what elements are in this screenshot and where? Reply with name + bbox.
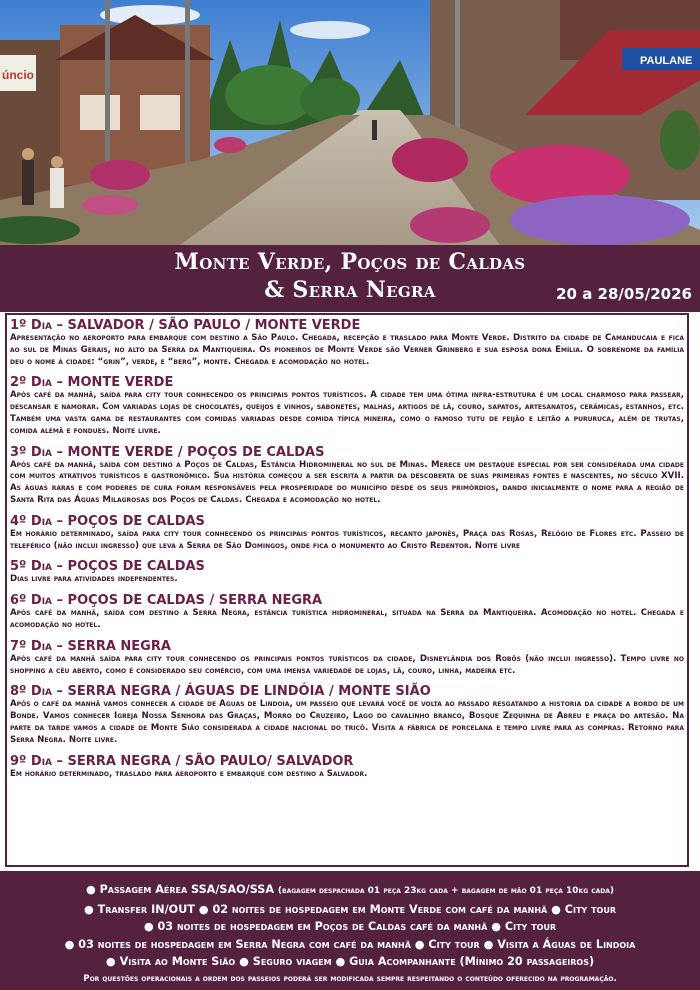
day-9-title: 9º Dia – SERRA NEGRA / SÃO PAULO/ SALVADOR: [10, 753, 354, 769]
day-9-text: Em horário determinado, traslado para aeroporto e embarque com destino a Salvador.: [10, 768, 368, 779]
day-2: [10, 375, 684, 437]
day-1-text: Apresentação no aeroporto para embarque com destino a São Paulo. Chegada, recepção e traslado para Monte Verde. Distrito da cidade de Camanducaia e fica ao sul de Minas Gerais, no alto da Serra da Mantiqueira. Os pioneiros de Monte Verde são Verner Grinberg e sua esposa dona Emília. O sobrenome da família deu o nome à cidade: “grin”, verde, e “berg”, monte. Chegada e acomodação no hotel.: [10, 333, 684, 367]
includes-line-1: [0, 881, 700, 901]
day-8-title: 8º Dia – SERRA NEGRA / ÁGUAS DE LINDÓIA / MONTE SIÃO: [10, 684, 431, 700]
day-1: [10, 318, 684, 368]
page-title-line1: Monte Verde, Poços de Caldas: [174, 249, 526, 275]
day-7-text: Após café da manhã saída para city tour conhecendo os principais pontos turísticos da cidade, Disneylândia dos Robôs (não inclui ingresso). Tempo livre no shopping a céu aberto, como é considerado seu comércio, com uma imensa variedade de lojas, lã, couro, linha, madeira etc.: [10, 653, 684, 676]
day-3: [10, 445, 684, 507]
day-9: [10, 754, 684, 781]
day-4-text: Em horário determinado, saída para city tour conhecendo os principais pontos turísticos, recanto japonês, Praça das Rosas, Relógio de Flores etc. Passeio de teleférico (não inclui ingresso) que leva a Serra de São Domingos, onde fica o monumento ao Cristo Redentor. Noite livre: [10, 528, 684, 551]
day-7: [10, 639, 684, 678]
day-3-text: Após café da manhã, saída com destino a Poços de Caldas, Estância Hidromineral no sul de Minas. Merece um destaque especial por ser considerada uma cidade com muitos atrativos turísticos e gastronômico. Sua história começou a ser escrita a partir da descoberta de suas primeiras fontes e nascentes, no século XVII. As águas raras e com poderes de cura foram responsáveis pela prosperidade do município desde os seus primórdios, dando inicialmente o nome para a região de Santa Rita das Águas Milagrosas dos Poços de Caldas. Chegada e acomodação no hotel.: [10, 459, 684, 505]
day-8: [10, 684, 684, 746]
day-3-title: 3º Dia – MONTE VERDE / POÇOS DE CALDAS: [10, 444, 325, 460]
day-2-title: 2º Dia – MONTE VERDE: [10, 375, 174, 391]
footer-disclaimer: Por questões operacionais a ordem dos passeios poderá ser modificada sempre respeitando o conteúdo oferecido na programação.: [83, 973, 617, 984]
trip-dates: 20 a 28/05/2026: [556, 285, 692, 303]
includes-baggage: (bagagem despachada 01 peça 23kg cada + bagagem de mão 01 peça 10kg cada): [277, 886, 615, 896]
day-4: [10, 514, 684, 553]
includes-line-2: ● Transfer IN/OUT ● 02 noites de hospedagem em Monte Verde com café da manhã ● City tour: [83, 902, 616, 916]
photo-sign-left: úncio: [2, 68, 34, 82]
day-6-text: Após café da manhã, saída com destino a Serra Negra, estância turística hidromineral, situada na Serra da Mantiqueira. Acomodação no hotel. Chegada e acomodação no hotel.: [10, 608, 684, 630]
day-2-text: Após café da manhã, saída para city tour conhecendo os principais pontos turísticos. A cidade tem uma ótima infra-estrutura é um local charmoso para passear, descansar e namorar. Com variadas lojas de chocolates, queijos e vinhos, sabonetes, malhas, artigos de lã, couro, sapatos, artesanatos, cerâmicas, estanhos, etc. Também uma vasta gama de restaurantes com comidas variadas desde comida típica mineira, como o famoso tutu de feijão e leitão a pururuca, além de trutas, comida alemã e fondues. Noite livre.: [10, 390, 684, 436]
day-5-title: 5º Dia – POÇOS DE CALDAS: [10, 559, 205, 575]
day-5: [10, 559, 684, 586]
day-6-title: 6º Dia – POÇOS DE CALDAS / SERRA NEGRA: [10, 593, 323, 609]
includes-line-5: ● Visita ao Monte Sião ● Seguro viagem ● Guia Acompanhante (Mínimo 20 passageiros): [105, 955, 595, 968]
day-7-title: 7º Dia – SERRA NEGRA: [10, 638, 171, 654]
page-title-line2: & Serra Negra: [264, 277, 436, 303]
itinerary-box: [5, 313, 689, 867]
day-6: [10, 593, 684, 632]
title-banner: [0, 245, 700, 312]
hero-photo: [0, 0, 700, 245]
package-includes: [0, 871, 700, 990]
day-8-text: Após o café da manhã vamos conhecer a cidade de Aguas de Lindoia, um passeio que levará você de volta ao passado resgatando a historia da cidade a bordo de um Bonde. Vamos conhecer Igreja Nossa Senhora das Graças, Morro do Cruzeiro, Lago do cavalinho branco, Bosque Zequinha de Abreu e praça do artesão. Na parte da tarde vamos a cidade de Monte Sião considerada a cidade nacional do tricô. Visita a fábrica de porcelana e tempo livre para as compras. Retorno para Serra Negra. Noite livre.: [10, 699, 684, 745]
day-5-text: Dias livre para atividades independentes.: [10, 574, 178, 585]
day-1-title: 1º Dia – SALVADOR / SÃO PAULO / MONTE VERDE: [10, 318, 361, 333]
includes-line-4: ● 03 noites de hospedagem em Serra Negra com café da manhã ● City tour ● Visita a Águas de Lindoia: [64, 937, 636, 951]
includes-flight: ● Passagem Aérea SSA/SAO/SSA: [85, 883, 275, 896]
includes-line-3: ● 03 noites de hospedagem em Poços de Caldas café da manhã ● City tour: [143, 920, 557, 933]
day-4-title: 4º Dia – POÇOS DE CALDAS: [10, 513, 205, 529]
photo-sign-right: PAULANE: [640, 55, 693, 67]
